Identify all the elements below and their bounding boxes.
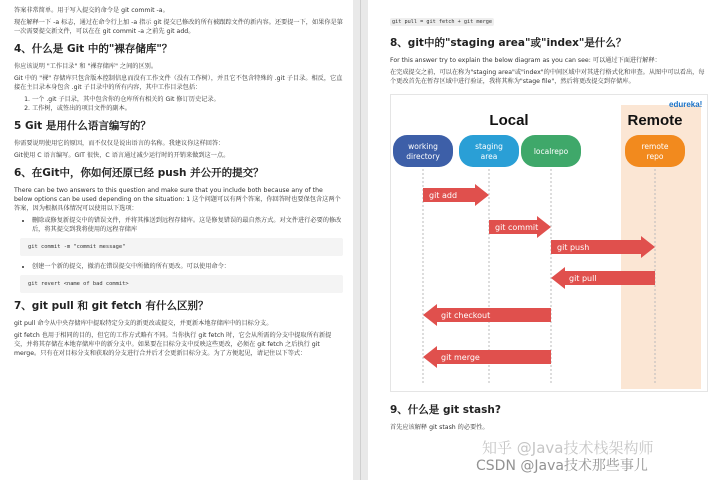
left-document-page [0,0,353,480]
list-item: 2. 工作树，或签出的项目文件的副本。 [32,104,343,113]
q8-paragraph-a: For this answer try to explain the below diagram as you can see: 可以通过下面进行解释： [390,57,661,64]
command-label: git commit [495,223,539,232]
local-heading: Local [489,112,529,129]
list-item: 1. 一个 .git 子目录，其中包含你的仓库所有相关的 Git 修订历史记录。 [32,95,343,104]
node-label: repo [646,152,664,161]
heading-q9: 9、什么是 git stash? [390,404,501,416]
code-block-revert: git revert <name of bad commit> [20,275,343,293]
intro-paragraph-2: 现在解释一下 -a 标志，通过在命令行上加 -a 指示 git 提交已修改的所有被跟踪文件的新内容。还要提一下，如果你是第一次需要提交新文件，可以在在 git commit -a 之前先 git add。 [14,19,343,35]
q4-paragraph-a: 你应该说明 "工作目录" 和 "裸存储库" 之间的区别。 [14,63,158,70]
git-pull-equation-code: git pull = git fetch + git merge [392,19,492,25]
q6-bullets-a [32,216,343,234]
heading-q6: 6、在Git中，你如何还原已经 push 并公开的提交？ [14,167,264,179]
command-label: git pull [569,274,597,283]
node-2 [459,135,519,167]
list-item: • 删除或修复新提交中的错误文件，并将其推送到远程存储库。这是修复错误的最自然方式。对文件进行必要的修改后，将其提交到我将使用的远程存储库 [32,216,343,234]
zhihu-watermark: 知乎 @Java技术栈架构师 [482,439,654,457]
heading-q8: 8、git中的"staging area"或"index"是什么？ [390,37,627,49]
command-label: git merge [441,353,480,362]
right-document-page [368,0,720,480]
node-label: staging [475,142,503,151]
list-item: • 创建一个新的提交，撤消在错误提交中所做的所有更改。可以使用命令： [32,262,343,271]
node-1 [393,135,453,167]
node-label: directory [406,152,440,161]
heading-q4: 4、什么是 Git 中的"裸存储库"？ [14,43,173,55]
node-label: working [408,142,438,151]
command-label: git checkout [441,311,491,320]
q8-paragraph-b: 在完成提交之前，可以在称为"staging area"或"index"的中间区域中对其进行格式化和审查。从图中可以看出，每个更改首先在暂存区域中进行验证，我将其称为"stage file"，然后将更改提交到存储库。 [390,69,705,85]
node-4 [625,135,685,167]
intro-paragraph-1: 答案非常简单。用于写入提交的命令是 git commit -a。 [14,7,169,14]
q5-paragraph-a: 你需要说明使用它的原因，而不仅仅是说出语言的名称。我建议你这样回答： [14,140,225,147]
remote-heading: Remote [627,112,683,129]
node-label: area [480,152,498,161]
command-label: git add [429,191,458,200]
code-block-commit: git commit -m "commit message" [20,238,343,256]
edureka-logo: edureka! [669,100,703,109]
q4-paragraph-b: Git 中的 "裸" 存储库只包含版本控制信息而没有工作文件（没有工作树），并且它不包含特殊的 .git 子目录。相反，它直接在主目录本身包含 .git 子目录中的所有内容，其中工作目录包括： [14,75,343,91]
heading-q7: 7、git pull 和 git fetch 有什么区别？ [14,300,209,312]
q6-bullets-b [32,262,343,271]
q5-paragraph-b: Git使用 C 语言编写。GIT 很快，C 语言通过减少运行时的开销来做到这一点。 [14,152,230,159]
node-label: remote [641,142,669,151]
page-divider [360,0,361,480]
git-workflow-diagram [390,94,708,392]
q6-paragraph-a: There can be two answers to this question and make sure that you include both because any of the below options can be used depending on the situation: 1 这个问题可以有两个答案，你回答时也要保包含这两个答案，因为根据具体情况可以使用以下选项： [14,187,341,212]
q7-paragraph-a: git pull 命令从中央存储库中提取特定分支的新更改或提交，并更新本地存储库中的目标分支。 [14,320,273,327]
heading-q5: 5 Git 是用什么语言编写的？ [14,120,151,132]
node-label: localrepo [533,147,569,156]
q4-list [32,95,343,113]
q9-paragraph: 首先应该解释 git stash 的必要性。 [390,424,489,431]
command-label: git push [557,243,590,252]
git-workflow-svg [391,95,709,393]
q7-paragraph-b: git fetch 也用于相同的目的，但它的工作方式略有不同。当你执行 git fetch 时，它会从所需的分支中提取所有新提交，并将其存储在本地存储库中的新分支中。如果要在目标分支中反映这些更改，必须在 git fetch 之后执行 git merge。只有在对目标分支和获取的分支进行合并后才会更新目标分支。为了方便起见，请记住以下等式： [14,332,332,357]
csdn-watermark: CSDN @Java技术那些事儿 [476,458,648,474]
